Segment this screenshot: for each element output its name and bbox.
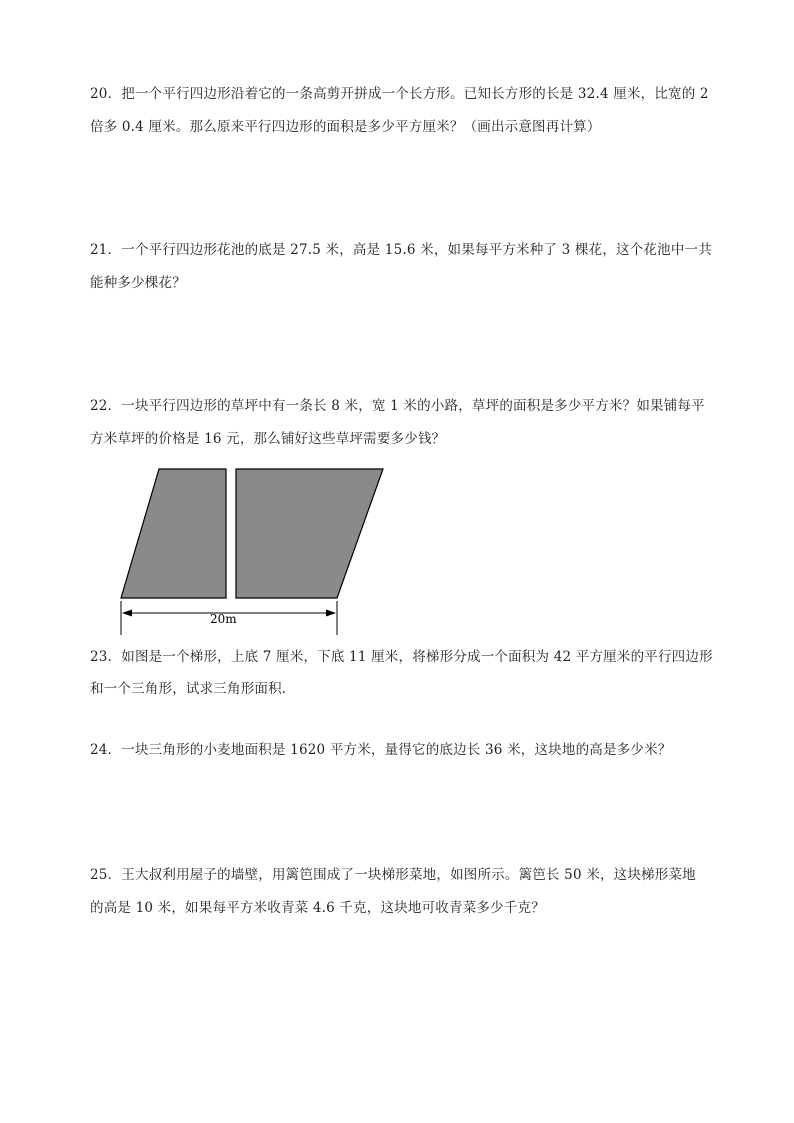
lawn-right-part (236, 469, 383, 598)
dimension-arrow-left (122, 610, 132, 617)
problem-21-line-1: 21．一个平行四边形花池的底是 27.5 米，高是 15.6 米，如果每平方米种了 3 棵花，这个花池中一共 (90, 242, 712, 258)
lawn-left-part (121, 469, 226, 598)
parallelogram-lawn-figure (110, 460, 400, 640)
dimension-arrow-right (326, 610, 336, 617)
problem-21-line-2: 能种多少棵花？ (90, 275, 186, 291)
dimension-label: 20m (210, 612, 237, 626)
problem-25-line-1: 25．王大叔利用屋子的墙壁，用篱笆围成了一块梯形菜地，如图所示。篱笆长 50 米，这块梯形菜地 (90, 867, 696, 883)
problem-24-line-1: 24．一块三角形的小麦地面积是 1620 平方米，量得它的底边长 36 米，这块地的高是多少米？ (90, 742, 672, 758)
problem-23-line-1: 23．如图是一个梯形，上底 7 厘米，下底 11 厘米，将梯形分成一个面积为 42 平方厘米的平行四边形 (90, 649, 713, 665)
problem-20-line-2: 倍多 0.4 厘米。那么原来平行四边形的面积是多少平方厘米？（画出示意图再计算） (90, 119, 601, 135)
problem-22-line-2: 方米草坪的价格是 16 元，那么铺好这些草坪需要多少钱？ (90, 431, 446, 447)
problem-25-line-2: 的高是 10 米，如果每平方米收青菜 4.6 千克，这块地可收青菜多少千克？ (90, 900, 545, 916)
problem-22-line-1: 22．一块平行四边形的草坪中有一条长 8 米，宽 1 米的小路，草坪的面积是多少平方米？如果铺每平 (90, 398, 705, 414)
problem-20-line-1: 20．把一个平行四边形沿着它的一条高剪开拼成一个长方形。已知长方形的长是 32.4 厘米，比宽的 2 (90, 86, 709, 102)
problem-23-line-2: 和一个三角形，试求三角形面积． (90, 681, 296, 697)
